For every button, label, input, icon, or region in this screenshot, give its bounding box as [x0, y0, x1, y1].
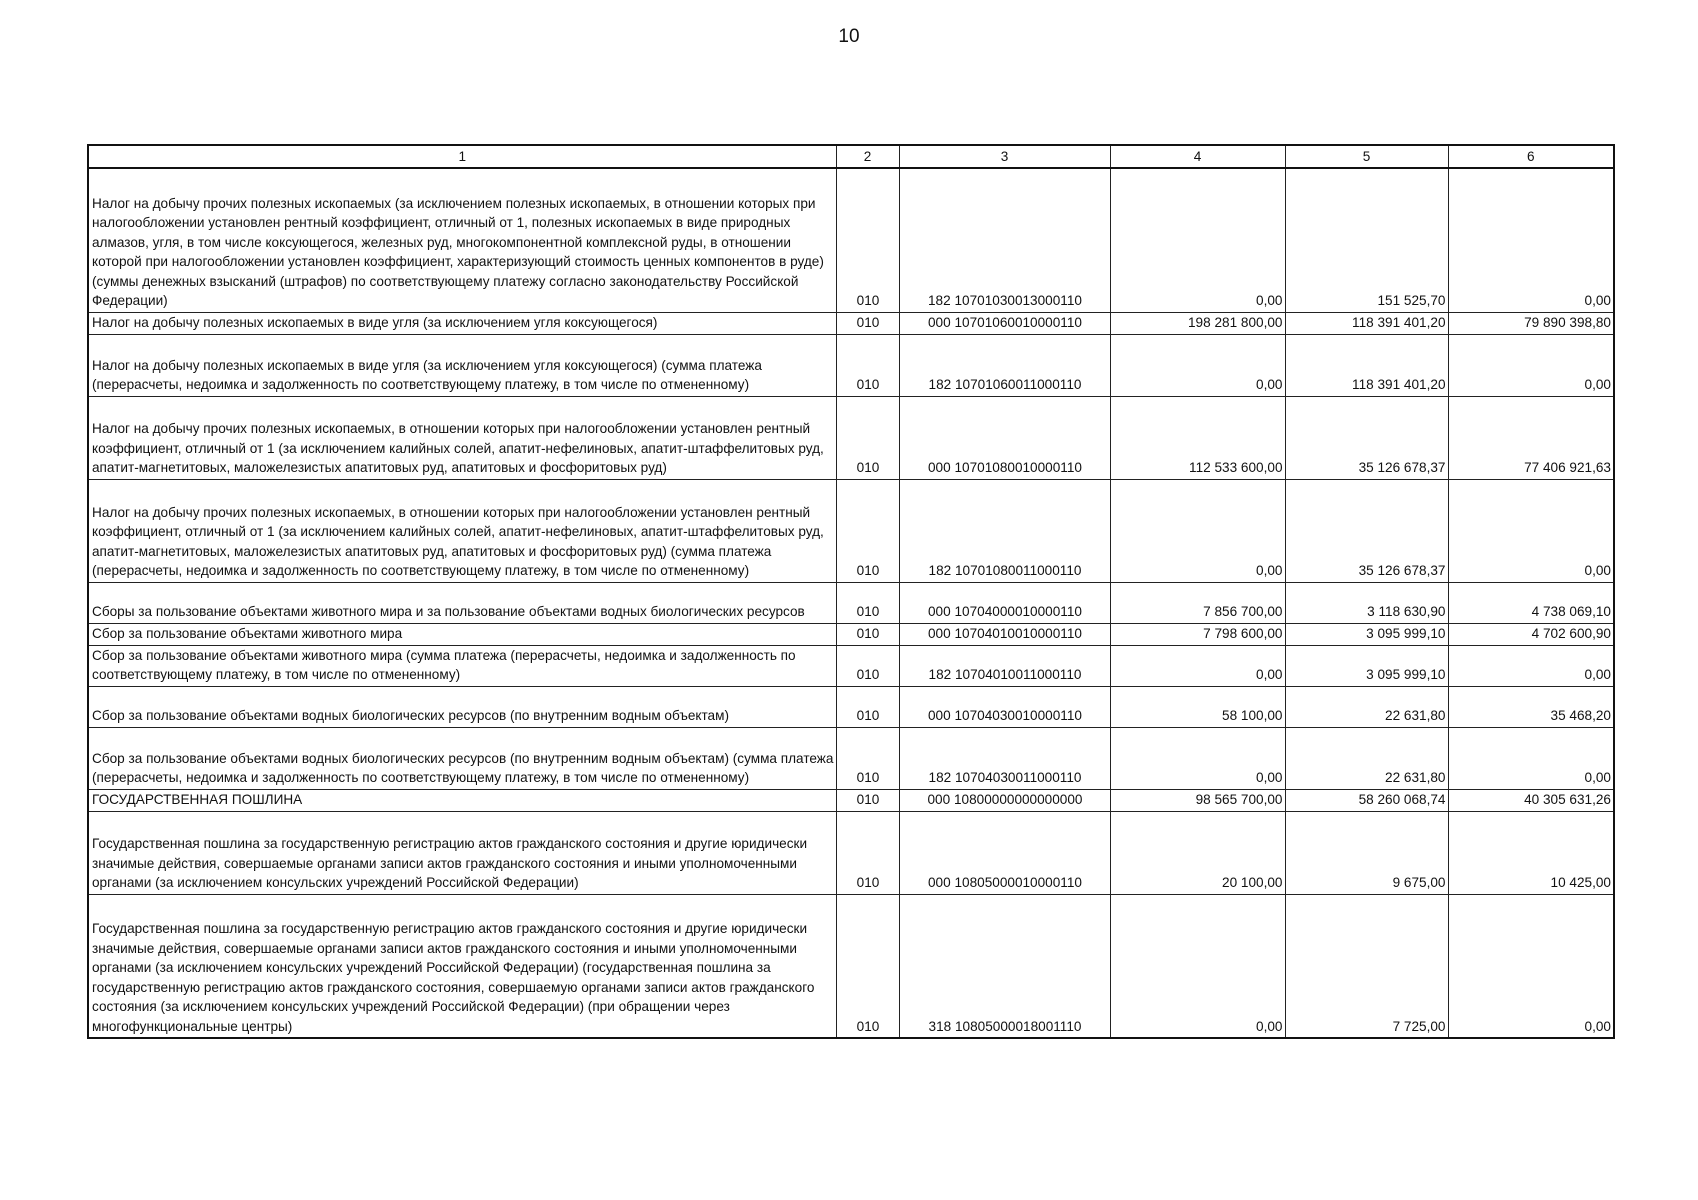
table-row [88, 789, 1614, 811]
row-value-col6: 0,00 [1448, 645, 1614, 686]
row-value-col4: 0,00 [1110, 479, 1285, 582]
row-line-code: 010 [836, 582, 899, 623]
row-value-col4: 0,00 [1110, 894, 1285, 1038]
column-header-2: 2 [836, 145, 899, 168]
row-line-code: 010 [836, 396, 899, 479]
row-name: Налог на добычу прочих полезных ископаемых (за исключением полезных ископаемых, в отношении которых при налогообложении установлен рентный коэффициент, отличный от 1, полезных ископаемых в виде природных алмазов, угля, в том числе коксующегося, железных руд, многокомпонентной комплексной руды, в отношении которой при налогообложении установлен коэффициент, характеризующий стоимость ценных компонентов в руде) (суммы денежных взысканий (штрафов) по соответствующему платежу согласно законодательству Российской Федерации) [88, 168, 836, 312]
row-value-col5: 35 126 678,37 [1285, 396, 1448, 479]
row-line-code: 010 [836, 645, 899, 686]
table-row [88, 479, 1614, 582]
row-value-col6: 0,00 [1448, 894, 1614, 1038]
row-value-col4: 20 100,00 [1110, 811, 1285, 894]
row-classification-code: 000 10701080010000110 [899, 396, 1110, 479]
row-value-col6: 79 890 398,80 [1448, 312, 1614, 334]
row-value-col5: 22 631,80 [1285, 727, 1448, 789]
header-row [88, 145, 1614, 168]
row-value-col4: 0,00 [1110, 727, 1285, 789]
row-value-col5: 3 095 999,10 [1285, 645, 1448, 686]
table-row [88, 894, 1614, 1038]
row-value-col6: 40 305 631,26 [1448, 789, 1614, 811]
report-table [87, 144, 1615, 1039]
page-number: 10 [838, 26, 860, 47]
row-value-col6: 77 406 921,63 [1448, 396, 1614, 479]
row-value-col4: 112 533 600,00 [1110, 396, 1285, 479]
row-classification-code: 182 10704030011000110 [899, 727, 1110, 789]
table-row [88, 168, 1614, 312]
row-value-col6: 0,00 [1448, 479, 1614, 582]
table-row [88, 623, 1614, 645]
row-classification-code: 182 10701030013000110 [899, 168, 1110, 312]
row-name: ГОСУДАРСТВЕННАЯ ПОШЛИНА [88, 789, 836, 811]
row-value-col4: 0,00 [1110, 645, 1285, 686]
column-header-3: 3 [899, 145, 1110, 168]
row-name: Сбор за пользование объектами водных биологических ресурсов (по внутренним водным объектам) (сумма платежа (перерасчеты, недоимка и задолженность по соответствующему платежу, в том числе по отмененному) [88, 727, 836, 789]
row-line-code: 010 [836, 168, 899, 312]
row-line-code: 010 [836, 727, 899, 789]
row-name: Сборы за пользование объектами животного мира и за пользование объектами водных биологических ресурсов [88, 582, 836, 623]
row-name: Государственная пошлина за государственную регистрацию актов гражданского состояния и другие юридически значимые действия, совершаемые органами записи актов гражданского состояния и иными уполномоченными органами (за исключением консульских учреждений Российской Федерации) (государственная пошлина за государственную регистрацию актов гражданского состояния, совершаемую органами записи актов гражданского состояния (за исключением консульских учреждений Российской Федерации) (при обращении через многофункциональные центры) [88, 894, 836, 1038]
row-value-col5: 118 391 401,20 [1285, 312, 1448, 334]
column-header-5: 5 [1285, 145, 1448, 168]
row-line-code: 010 [836, 312, 899, 334]
row-value-col6: 35 468,20 [1448, 686, 1614, 727]
table-row [88, 727, 1614, 789]
row-value-col5: 118 391 401,20 [1285, 334, 1448, 396]
row-classification-code: 000 10701060010000110 [899, 312, 1110, 334]
column-header-4: 4 [1110, 145, 1285, 168]
row-classification-code: 000 10800000000000000 [899, 789, 1110, 811]
row-value-col6: 10 425,00 [1448, 811, 1614, 894]
row-line-code: 010 [836, 811, 899, 894]
row-line-code: 010 [836, 334, 899, 396]
row-classification-code: 318 10805000018001110 [899, 894, 1110, 1038]
row-name: Сбор за пользование объектами животного мира [88, 623, 836, 645]
row-value-col5: 151 525,70 [1285, 168, 1448, 312]
table-row [88, 645, 1614, 686]
row-value-col5: 35 126 678,37 [1285, 479, 1448, 582]
row-classification-code: 182 10704010011000110 [899, 645, 1110, 686]
row-classification-code: 000 10805000010000110 [899, 811, 1110, 894]
row-value-col5: 22 631,80 [1285, 686, 1448, 727]
row-classification-code: 000 10704010010000110 [899, 623, 1110, 645]
row-name: Сбор за пользование объектами водных биологических ресурсов (по внутренним водным объектам) [88, 686, 836, 727]
row-classification-code: 000 10704000010000110 [899, 582, 1110, 623]
row-value-col5: 7 725,00 [1285, 894, 1448, 1038]
row-value-col4: 7 856 700,00 [1110, 582, 1285, 623]
row-value-col5: 3 118 630,90 [1285, 582, 1448, 623]
column-header-1: 1 [88, 145, 836, 168]
row-value-col6: 4 702 600,90 [1448, 623, 1614, 645]
table-row [88, 396, 1614, 479]
row-value-col6: 0,00 [1448, 727, 1614, 789]
row-value-col4: 98 565 700,00 [1110, 789, 1285, 811]
row-name: Налог на добычу полезных ископаемых в виде угля (за исключением угля коксующегося) [88, 312, 836, 334]
table-row [88, 811, 1614, 894]
row-classification-code: 182 10701060011000110 [899, 334, 1110, 396]
row-name: Государственная пошлина за государственную регистрацию актов гражданского состояния и другие юридически значимые действия, совершаемые органами записи актов гражданского состояния и иными уполномоченными органами (за исключением консульских учреждений Российской Федерации) [88, 811, 836, 894]
row-name: Сбор за пользование объектами животного мира (сумма платежа (перерасчеты, недоимка и задолженность по соответствующему платежу, в том числе по отмененному) [88, 645, 836, 686]
row-value-col4: 0,00 [1110, 334, 1285, 396]
row-value-col4: 0,00 [1110, 168, 1285, 312]
row-value-col4: 198 281 800,00 [1110, 312, 1285, 334]
row-name: Налог на добычу полезных ископаемых в виде угля (за исключением угля коксующегося) (сумма платежа (перерасчеты, недоимка и задолженность по соответствующему платежу, в том числе по отмененному) [88, 334, 836, 396]
row-value-col6: 4 738 069,10 [1448, 582, 1614, 623]
table-row [88, 334, 1614, 396]
row-line-code: 010 [836, 789, 899, 811]
row-value-col4: 7 798 600,00 [1110, 623, 1285, 645]
table-row [88, 312, 1614, 334]
row-value-col5: 3 095 999,10 [1285, 623, 1448, 645]
table-row [88, 582, 1614, 623]
row-line-code: 010 [836, 479, 899, 582]
row-classification-code: 000 10704030010000110 [899, 686, 1110, 727]
row-classification-code: 182 10701080011000110 [899, 479, 1110, 582]
row-value-col5: 9 675,00 [1285, 811, 1448, 894]
column-header-6: 6 [1448, 145, 1614, 168]
row-value-col6: 0,00 [1448, 168, 1614, 312]
row-value-col5: 58 260 068,74 [1285, 789, 1448, 811]
row-line-code: 010 [836, 686, 899, 727]
row-name: Налог на добычу прочих полезных ископаемых, в отношении которых при налогообложении установлен рентный коэффициент, отличный от 1 (за исключением калийных солей, апатит-нефелиновых, апатит-штаффелитовых руд, апатит-магнетитовых, маложелезистых апатитовых руд, апатитовых и фосфоритовых руд) (сумма платежа (перерасчеты, недоимка и задолженность по соответствующему платежу, в том числе по отмененному) [88, 479, 836, 582]
row-value-col4: 58 100,00 [1110, 686, 1285, 727]
row-line-code: 010 [836, 894, 899, 1038]
row-name: Налог на добычу прочих полезных ископаемых, в отношении которых при налогообложении установлен рентный коэффициент, отличный от 1 (за исключением калийных солей, апатит-нефелиновых, апатит-штаффелитовых руд, апатит-магнетитовых, маложелезистых апатитовых руд, апатитовых и фосфоритовых руд) [88, 396, 836, 479]
table-row [88, 686, 1614, 727]
row-value-col6: 0,00 [1448, 334, 1614, 396]
row-line-code: 010 [836, 623, 899, 645]
